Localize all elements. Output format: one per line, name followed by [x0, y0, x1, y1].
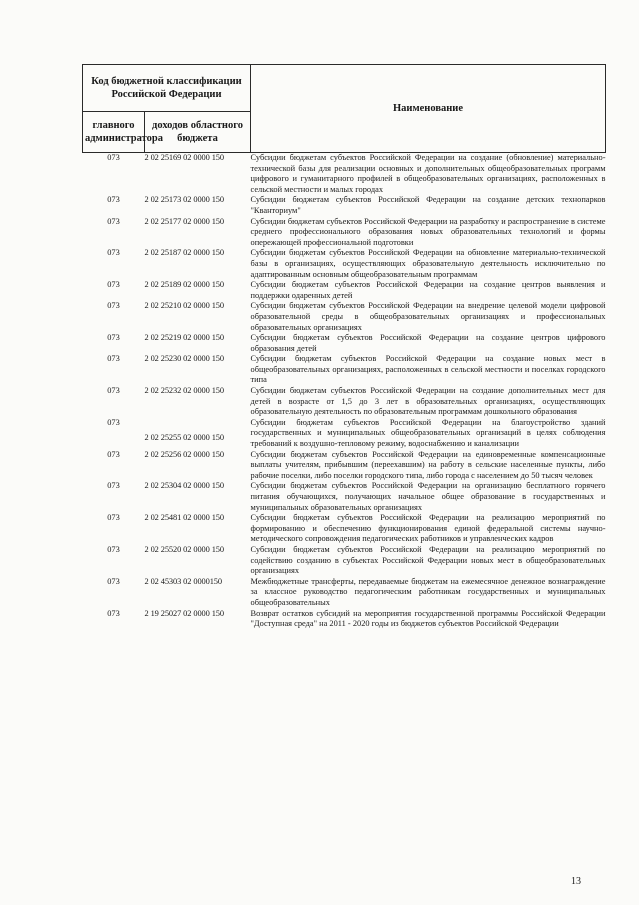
admin-code-cell: 073	[107, 216, 120, 226]
header-income: доходов областного бюджета	[145, 112, 251, 153]
header-admin: главного администратора	[83, 112, 145, 153]
description-cell: Возврат остатков субсидий на мероприятия государственной программы Российской Федерации "Доступная среда" на 2011 - 2020 годы из бюджетов субъектов Российской Федерации	[250, 608, 606, 629]
admin-code-cell: 073	[107, 544, 120, 554]
table-row	[83, 577, 606, 609]
table-row	[83, 217, 606, 249]
table-row	[83, 545, 606, 577]
description-cell: Субсидии бюджетам субъектов Российской Федерации на создание (обновление) материально-технической базы для реализации основных и дополнительных общеобразовательных программ цифрового и гуманитарного профилей в общеобразовательных организациях, расположенных в сельской местности и малых городах	[250, 153, 606, 194]
admin-code-cell: 073	[107, 354, 120, 364]
table-row	[83, 280, 606, 301]
table-row	[83, 386, 606, 418]
income-code-cell: 2 02 25520 02 0000 150	[144, 544, 224, 554]
description-cell: Субсидии бюджетам субъектов Российской Федерации на благоустройство зданий государственных и муниципальных общеобразовательных организаций в целях соблюдения требований к воздушно-тепловому режиму, водоснабжению и канализации	[250, 417, 606, 449]
table-row	[83, 481, 606, 513]
admin-code-cell: 073	[107, 576, 120, 586]
admin-code-cell: 073	[107, 513, 120, 523]
income-code-cell: 2 02 45303 02 0000150	[144, 576, 222, 586]
table-row	[83, 153, 606, 196]
description-cell: Субсидии бюджетам субъектов Российской Федерации на создание центров цифрового образования детей	[250, 333, 606, 353]
budget-classification-table	[82, 64, 606, 630]
income-code-cell: 2 02 25219 02 0000 150	[144, 333, 224, 343]
description-cell: Субсидии бюджетам субъектов Российской Федерации на организацию бесплатного горячего питания обучающихся, получающих начальное общее образование в государственных и муниципальных образовательных организациях	[250, 481, 606, 512]
table-body	[83, 153, 606, 630]
description-cell: Субсидии бюджетам субъектов Российской Федерации на создание детских технопарков "Кванториум"	[250, 195, 606, 215]
admin-code-cell: 073	[107, 195, 120, 205]
income-code-cell: 2 02 25169 02 0000 150	[144, 153, 224, 162]
table-row	[83, 418, 606, 450]
income-code-cell: 2 19 25027 02 0000 150	[144, 608, 224, 618]
income-code-cell: 2 02 25230 02 0000 150	[144, 354, 224, 364]
income-code-cell: 2 02 25187 02 0000 150	[144, 248, 224, 258]
table-row	[83, 513, 606, 545]
admin-code-cell: 073	[107, 417, 120, 427]
table-row	[83, 609, 606, 630]
income-code-cell: 2 02 25189 02 0000 150	[144, 280, 224, 290]
admin-code-cell: 073	[107, 333, 120, 343]
table-row	[83, 450, 606, 482]
description-cell: Субсидии бюджетам субъектов Российской Федерации на единовременные компенсационные выплаты учителям, прибывшим (переехавшим) на работу в сельские населенные пункты, либо рабочие поселки, либо поселки городского типа, либо города с населением до 50 тысяч человек	[250, 449, 606, 480]
admin-code-cell: 073	[107, 301, 120, 311]
admin-code-cell: 073	[107, 153, 120, 162]
header-budget-code: Код бюджетной классификации Российской Федерации	[83, 65, 251, 112]
description-cell: Межбюджетные трансферты, передаваемые бюджетам на ежемесячное денежное вознаграждение за классное руководство педагогическим работникам государственных и муниципальных общеобразовательных	[250, 576, 606, 607]
description-cell: Субсидии бюджетам субъектов Российской Федерации на создание центров выявления и поддержки одаренных детей	[250, 280, 606, 300]
table-row	[83, 248, 606, 280]
page-number: 13	[571, 876, 581, 887]
table-row	[83, 333, 606, 354]
table-row	[83, 195, 606, 216]
description-cell: Субсидии бюджетам субъектов Российской Федерации на создание новых мест в общеобразовательных организациях, расположенных в сельской местности и поселках городского типа	[250, 354, 606, 385]
admin-code-cell: 073	[107, 449, 120, 459]
income-code-cell: 2 02 25256 02 0000 150	[144, 449, 224, 459]
admin-code-cell: 073	[107, 280, 120, 290]
table-row	[83, 301, 606, 333]
income-code-cell: 2 02 25481 02 0000 150	[144, 513, 224, 523]
income-code-cell: 2 02 25177 02 0000 150	[144, 216, 224, 226]
description-cell: Субсидии бюджетам субъектов Российской Федерации на разработку и распространение в системе среднего профессионального образования новых образовательных технологий и формы опережающей профессиональной подготовки	[250, 216, 606, 247]
table-row	[83, 354, 606, 386]
income-code-cell: 2 02 25210 02 0000 150	[144, 301, 224, 311]
description-cell: Субсидии бюджетам субъектов Российской Федерации на реализацию мероприятий по формированию и обеспечению функционирования единой федеральной системы научно-методического сопровождения педагогических работников и управленческих кадров	[250, 513, 606, 544]
description-cell: Субсидии бюджетам субъектов Российской Федерации на создание дополнительных мест для детей в возрасте от 1,5 до 3 лет в образовательных организациях, осуществляющих образовательную деятельность по образовательным программам дошкольного образования	[250, 386, 606, 417]
admin-code-cell: 073	[107, 248, 120, 258]
admin-code-cell: 073	[107, 608, 120, 618]
admin-code-cell: 073	[107, 481, 120, 491]
admin-code-cell: 073	[107, 386, 120, 396]
income-code-cell: 2 02 25304 02 0000 150	[144, 481, 224, 491]
description-cell: Субсидии бюджетам субъектов Российской Федерации на реализацию мероприятий по содействию созданию в субъектах Российской Федерации новых мест в общеобразовательных организациях	[250, 544, 606, 576]
header-name: Наименование	[251, 65, 606, 153]
description-cell: Субсидии бюджетам субъектов Российской Федерации на обновление материально-технической базы в организациях, осуществляющих образовательную деятельность исключительно по адаптированным основным общеобразовательным программам	[250, 248, 606, 279]
income-code-cell: 2 02 25255 02 0000 150	[144, 433, 224, 443]
description-cell: Субсидии бюджетам субъектов Российской Федерации на внедрение целевой модели цифровой образовательной среды в общеобразовательных организациях и профессиональных образовательных организациях	[250, 301, 606, 332]
income-code-cell: 2 02 25232 02 0000 150	[144, 386, 224, 396]
income-code-cell: 2 02 25173 02 0000 150	[144, 195, 224, 205]
